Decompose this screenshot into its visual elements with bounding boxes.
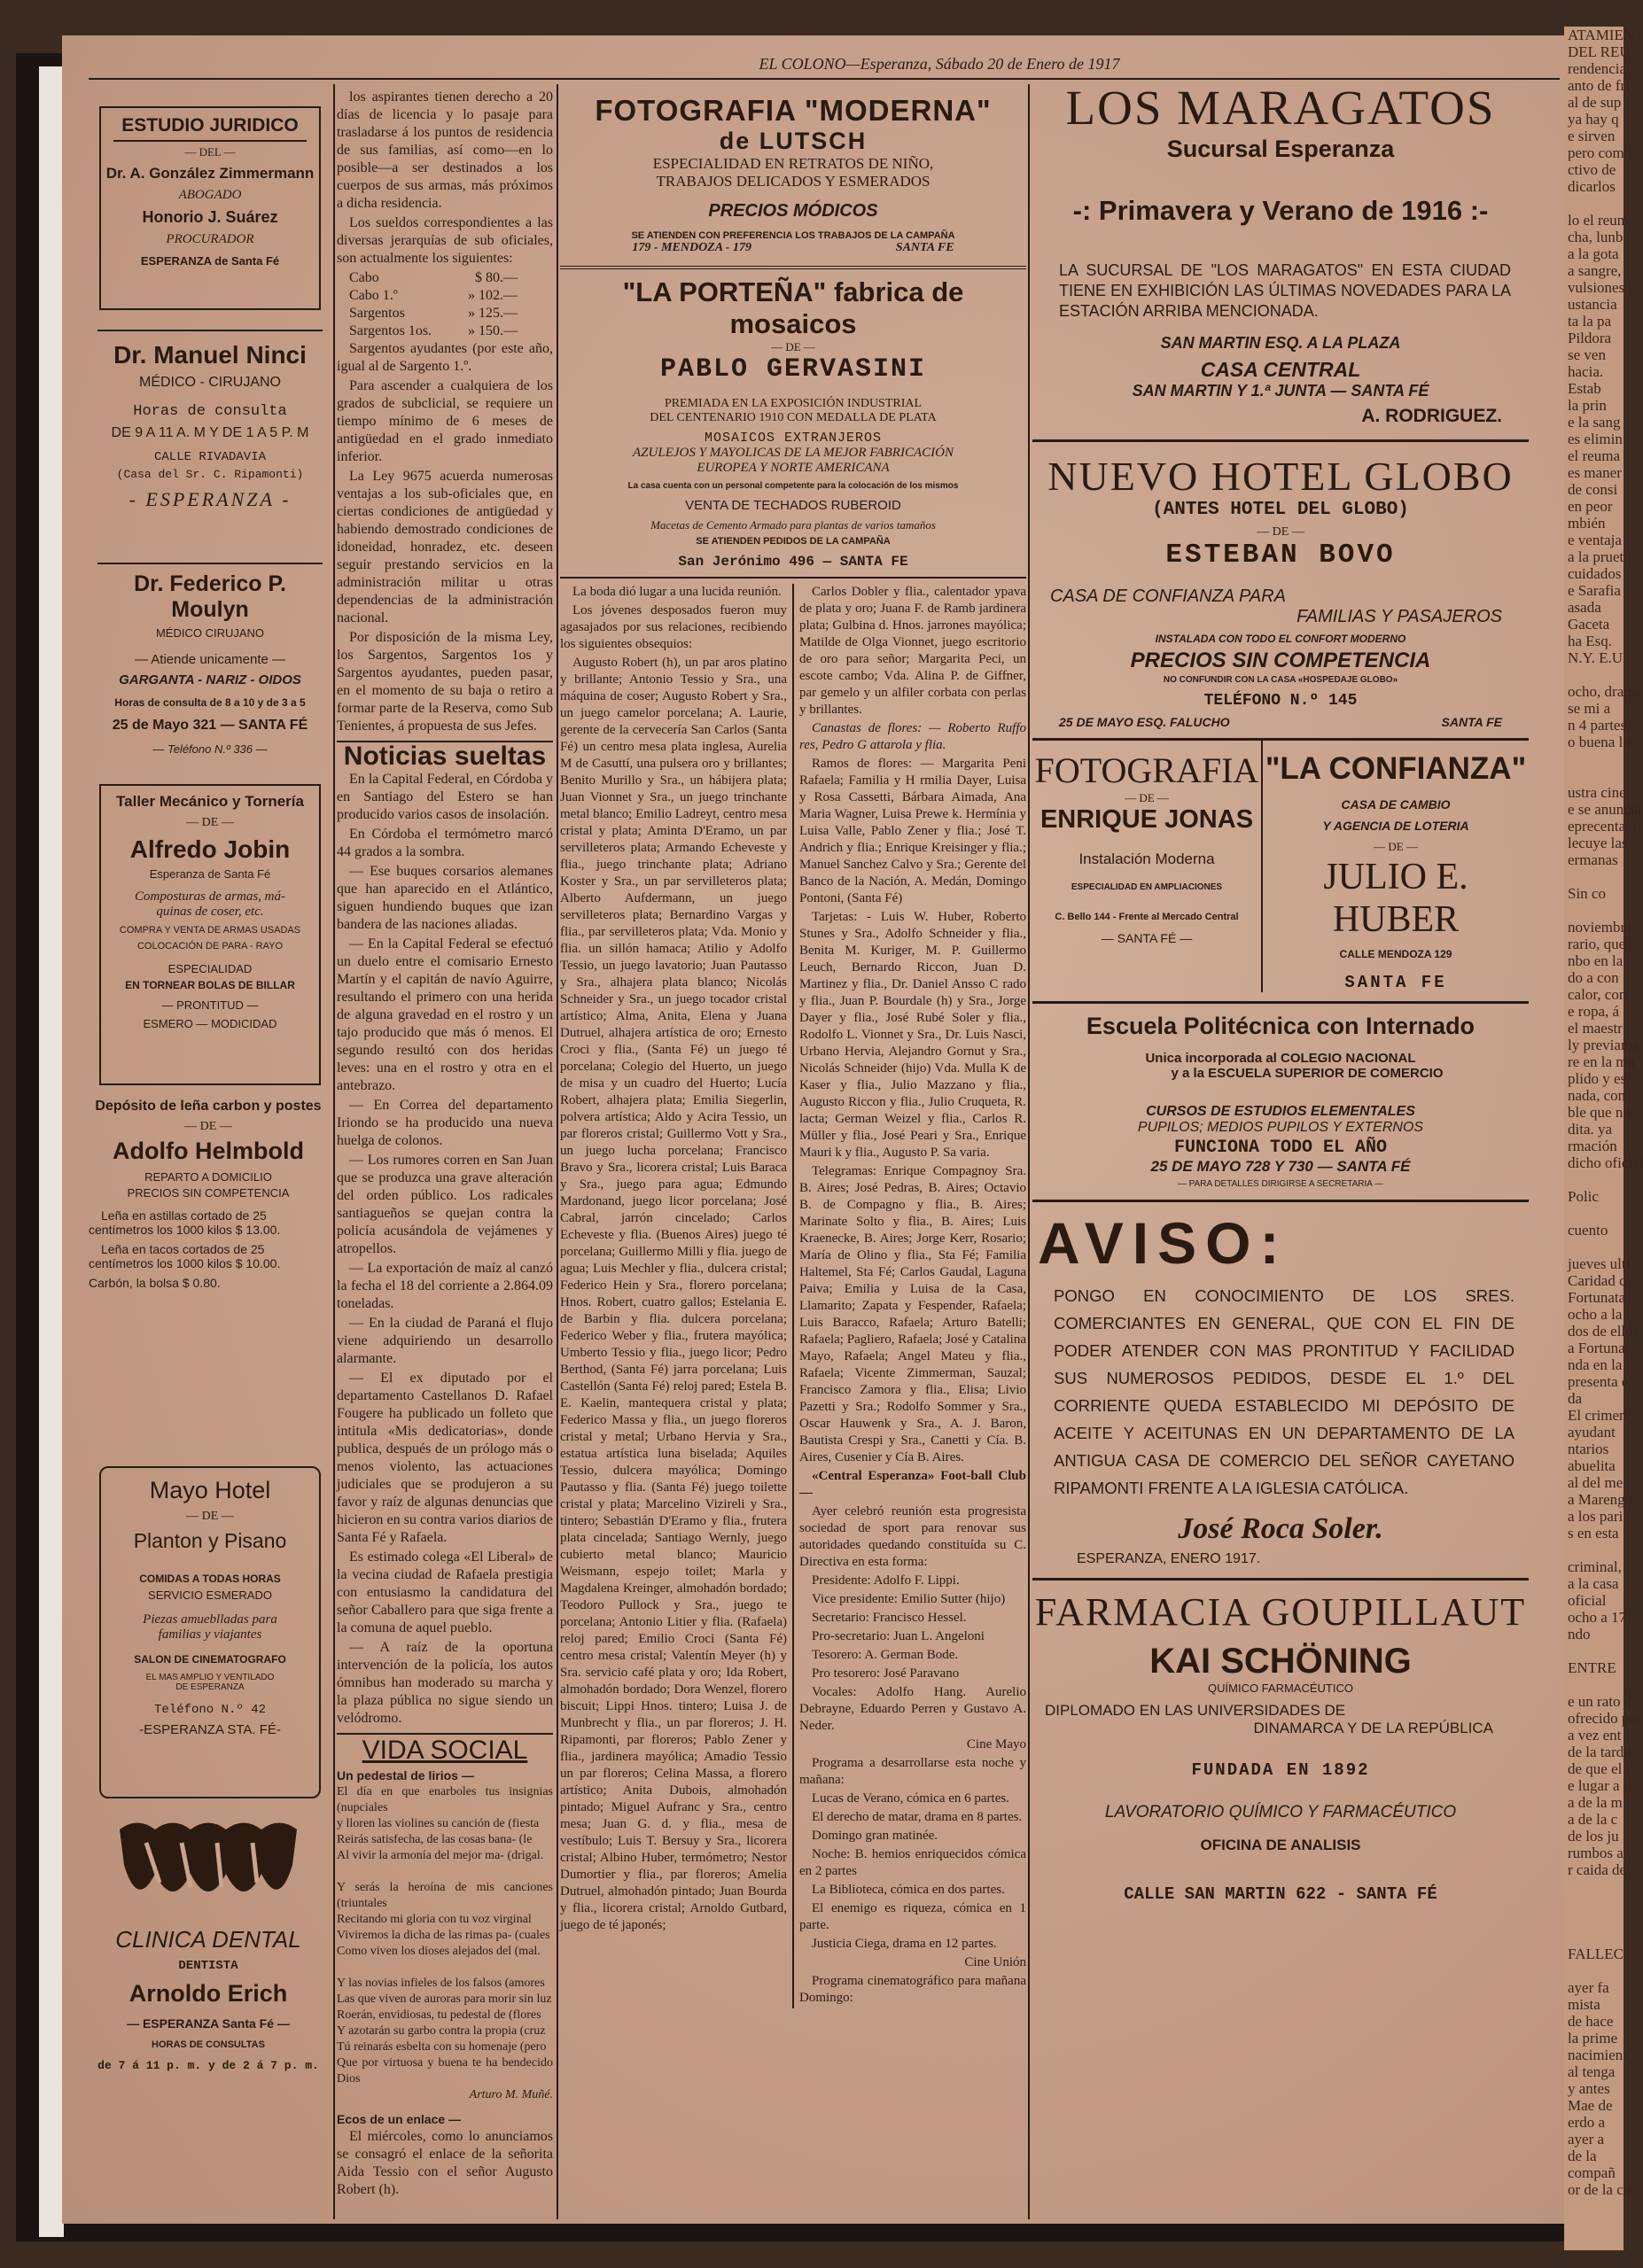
ad-line: EL MAS AMPLIO Y VENTILADO: [145, 1673, 275, 1682]
article-paragraph: Pro-secretario: Juan L. Angeloni: [812, 1629, 985, 1643]
salary-row: [349, 287, 518, 305]
ad-line: — DE —: [186, 1510, 234, 1523]
ad-line: GARGANTA - NARIZ - OIDOS: [119, 672, 301, 687]
article-paragraph: — A raíz de la oportuna intervención de la policía, los autos ómnibus han moderado su marcha y la plaza pública no sigue siendo un velódromo.: [337, 1640, 553, 1726]
ad-line: — DEL —: [184, 145, 236, 159]
poem-line: [337, 1960, 553, 1976]
ad-nuevo-hotel-globo: [1032, 453, 1529, 729]
ad-la-portena: [560, 276, 1026, 570]
ad-row: [560, 241, 1026, 255]
ad-line: MÉDICO - CIRUJANO: [139, 375, 281, 390]
article-paragraph: Tarjetas: - Luis W. Huber, Roberto Stunes y Sra., Adolfo Schneider y flia., Benita M. Kuriger, M. P. Guillermo Leuch, Bernardo Riccon, Juan D. Martinez y flia., Dr. Daniel Ansso C rado y flia., Juan P. Bourdale (h) y Sra., Jorge Dayer y flia., José Rubé Soler y flia., Rodolfo L. Vionnet y Sra., Dr. Luis Nasci, Urbano Hervia, Alejandro Gornut y Sra., Nicolás Schneider (hijo) Vda. Mulla K de Kaser y flia., Julio Mazzano y flia., Augusto Riccon y flia., Julio Cruqueta, R. lacta; German Weizel y flia., Carlos R. Müller y flia., José Peari y Sra., Enrique Mauri k y flia., Augusto P. Sa varia.: [799, 910, 1026, 1160]
ad-name: JULIO E. HUBER: [1323, 857, 1468, 940]
ad-line: -: Primavera y Verano de 1916 :-: [1072, 195, 1489, 226]
separator: [1032, 1200, 1529, 1202]
article-paragraph: Canastas de flores: — Roberto Ruffo res, Pedro G attarola y flia.: [799, 721, 1026, 752]
article-paragraph: La boda dió lugar a una lucida reunión.: [572, 585, 782, 599]
salary-amount: » 125.—: [468, 306, 518, 321]
ad-line: ESPERANZA de Santa Fé: [140, 254, 280, 268]
ad-line: SE ATIENDEN PEDIDOS DE LA CAMPAÑA: [696, 536, 891, 547]
ad-line: NO CONFUNDIR CON LA CASA «HOSPEDAJE GLOBO»: [1163, 675, 1398, 685]
article-paragraph: El miércoles, como lo anunciamos se consagró el enlace de la señorita Aida Tessio con el señor Augusto Robert (h).: [337, 2129, 553, 2197]
ad-line: MÉDICO CIRUJANO: [155, 626, 265, 640]
enlace-title: Ecos de un enlace —: [337, 2112, 462, 2126]
poem-line: Arturo M. Muñé.: [469, 2088, 553, 2101]
ad-line: — DE —: [1257, 525, 1304, 539]
article-paragraph: Vice presidente: Emilio Sutter (hijo): [812, 1592, 1006, 1606]
ad-line: REPARTO A DOMICILIO: [144, 1170, 272, 1184]
ad-line: DINAMARCA Y DE LA REPÚBLICA: [1253, 1720, 1493, 1736]
separator: [1032, 1001, 1529, 1004]
ad-line: Teléfono N.º 42: [153, 1703, 267, 1717]
poem-line: Las que viven de auroras para morir sin luz: [337, 1992, 552, 2006]
ad-ninci: [97, 341, 323, 511]
ad-line: ESPECIALIDAD: [167, 962, 253, 975]
ad-title: Mayo Hotel: [149, 1477, 271, 1503]
poem-line: Y serás la heroína de mis canciones (triuntales: [337, 1881, 553, 1910]
ad-line: CALLE RIVADAVIA: [153, 450, 267, 464]
article-paragraph: El derecho de matar, drama en 8 partes.: [812, 1810, 1023, 1824]
salary-row: [349, 305, 518, 322]
ad-line: centímetros los 1000 kilos $ 10.00.: [89, 1256, 281, 1270]
ad-title: NUEVO HOTEL GLOBO: [1047, 454, 1514, 499]
ad-title: FOTOGRAFIA "MODERNA": [595, 94, 992, 127]
column-rule: [557, 84, 558, 2219]
article-paragraph: Los sueldos correspondientes a las diversas jerarquías de sub oficiales, son actualmente los siguientes:: [337, 215, 553, 266]
ad-line: (ANTES HOTEL DEL GLOBO): [1152, 500, 1409, 520]
ad-line: La casa cuenta con un personal competente para la colocación de los mismos: [627, 481, 959, 491]
article-paragraph: En la Capital Federal, en Córdoba y en Santiago del Estero se han producido varios casos de insolación.: [337, 772, 553, 822]
ad-line: (Casa del Sr. C. Ripamonti): [116, 468, 304, 481]
ad-line: San Jerónimo 496 — SANTA FE: [678, 554, 908, 570]
ad-line: LAVORATORIO QUÍMICO Y FARMACÉUTICO: [1104, 1803, 1457, 1821]
poem-line: [337, 1864, 553, 1880]
article-paragraph: Noche: B. hemios enriquecidos cómica en 2 partes: [799, 1847, 1026, 1878]
article-paragraph: — Ese buques corsarios alemanes que han aparecido en el Atlántico, siguen hundiendo buques que izan bandera de las naciones aliadas.: [337, 864, 553, 932]
ad-line: Esperanza de Santa Fé: [149, 867, 271, 881]
teeth-ornament-icon: [111, 1812, 306, 1918]
poem-line: Recitando mi gloria con tu voz virginal: [337, 1913, 532, 1926]
ad-line: EUROPEA Y NORTE AMERICANA: [697, 461, 890, 475]
ad-la-confianza: [1263, 741, 1529, 992]
ad-escuela-politecnica: [1032, 1013, 1529, 1189]
ad-line: — DE —: [1125, 791, 1169, 804]
ad-line: familias y viajantes: [158, 1627, 262, 1642]
ad-line: A. RODRIGUEZ.: [1361, 406, 1502, 426]
article-paragraph: Lucas de Verano, cómica en 6 partes.: [812, 1791, 1009, 1806]
ad-line: CASA CENTRAL: [1200, 358, 1361, 381]
noticias-sueltas-title: Noticias sueltas: [343, 742, 547, 771]
article-paragraph: Programa a desarrollarse esta noche y mañana:: [799, 1756, 1026, 1787]
ad-line: SANTA FE: [1344, 973, 1447, 992]
ad-line: Leña en astillas cortado de 25: [101, 1208, 267, 1223]
ad-line: CALLE SAN MARTIN 622 - SANTA FÉ: [1124, 1884, 1437, 1904]
ad-line: DIPLOMADO EN LAS UNIVERSIDADES DE: [1045, 1702, 1346, 1719]
section-heading: «Central Esperanza» Foot-ball Club —: [799, 1469, 1026, 1500]
ad-signature: José Roca Soler.: [1178, 1512, 1383, 1545]
ad-line: CASA DE CONFIANZA PARA: [1050, 586, 1286, 606]
ad-line: — DE —: [1374, 840, 1418, 853]
ad-line: DENTISTA: [178, 1959, 238, 1973]
ad-line: SAN MARTIN ESQ. A LA PLAZA: [1160, 334, 1401, 352]
ad-name: Planton y Pisano: [133, 1529, 287, 1552]
ad-line: Leña en tacos cortados de 25: [101, 1242, 265, 1256]
ad-line: — PARA DETALLES DIRIGIRSE A SECRETARIA —: [1177, 1179, 1384, 1189]
article-paragraph: Secretario: Francisco Hessel.: [812, 1611, 967, 1625]
ad-name: ESTEBAN BOVO: [1165, 540, 1396, 571]
salary-row: [349, 269, 518, 287]
ad-line: — DE —: [186, 816, 234, 829]
ad-separator: [97, 330, 323, 331]
ad-name: Alfredo Jobin: [129, 835, 291, 863]
ad-line: PUPILOS; MEDIOS PUPILOS Y EXTERNOS: [1137, 1120, 1424, 1135]
article-paragraph: La Ley 9675 acuerda numerosas ventajas a los sub-oficiales que, en ciertas condiciones de antigüedad y habiendo demostrado condiciones de idoneidad, honradez, etc. deseen seguir prestando servicios en la administración militar u otras dependencias de la administración nacional.: [337, 469, 553, 625]
ad-row: [1032, 715, 1529, 729]
separator: [1032, 1578, 1529, 1581]
ad-line: — Atiende unicamente —: [134, 652, 286, 667]
ad-line: ESPECIALIDAD EN AMPLIACIONES: [1071, 882, 1223, 892]
poem-line: y lloren las violines su canción de (fiesta: [337, 1817, 540, 1830]
article-paragraph: Telegramas: Enrique Compagnoy Sra. B. Aires; José Pedras, B. Aires; Octavio B. de Compagno y flia., B. Aires; Marinate Solto y flia., B. Aires; Luis Kraenecke, B. Aires; Jorge Kerr, Rosario; María de Olino y flia., Sta Fé; Familia Haltemel, Sta Fé; Carlos Gaudal, Laguna Paiva; Emilia y Luisa de la Casa, Llamarito; Zapata y Fespender, Rafaela; Luis Baracco, Rafaela; Arturo Batelli; Rafaela; Pagliero, Rafaela; José y Catalina Mayo, Rafaela; Angel Mateu y flia., Rafaela; Vicente Zimmerman, Sauzal; Francisco Zamora y flia., Elisa; Livio Pazetti y Sra.; Rodolfo Sommer y Sra., Oscar Hauwenk y Sra., A. J. Baron, Bautista Crespi y Sra., Canetti y Cía. B. Aires, Cusenier y Cía B. Aires.: [799, 1164, 1026, 1464]
article-paragraph: Ayer celebró reunión esta progresista sociedad de sport para renovar sus autoridades quedando constituída su C. Directiva en esta forma:: [799, 1504, 1026, 1569]
ad-name: ENRIQUE JONAS: [1040, 805, 1254, 834]
ad-line: Piezas amueblladas para: [143, 1612, 277, 1627]
ad-line: -ESPERANZA STA. FÉ-: [139, 1722, 281, 1737]
ad-name: Dr. A. González Zimmermann: [105, 165, 315, 182]
ad-line: OFICINA DE ANALISIS: [1200, 1837, 1361, 1853]
article-paragraph: Es estimado colega «El Liberal» de la vecina ciudad de Rafaela prestigia con entusiasmo la candidatura del señor Caballero para que siga frente a la comuna de aquel pueblo.: [337, 1550, 553, 1635]
ad-line: SAN MARTIN Y 1.ª JUNTA — SANTA FÉ: [1132, 382, 1429, 400]
ad-line: QUÍMICO FARMACÉUTICO: [1208, 1682, 1353, 1695]
page-header: EL COLONO—Esperanza, Sábado 20 de Enero de 1917: [759, 55, 1120, 73]
ad-aviso: [1032, 1209, 1529, 1567]
ad-line: ABOGADO: [178, 188, 242, 202]
separator: [560, 266, 1026, 269]
ad-jobin: [99, 784, 321, 1085]
ad-farmacia-goupillaut: [1032, 1589, 1529, 1904]
ad-line: PROCURADOR: [166, 232, 254, 246]
ad-line: COMPRA Y VENTA DE ARMAS USADAS: [119, 925, 301, 936]
salary-rank: Cabo: [349, 270, 379, 285]
article-paragraph: El enemigo es riqueza, cómica en 1 parte.: [799, 1901, 1026, 1932]
ad-title: "LA PORTEÑA" fabrica de mosaicos: [622, 276, 964, 339]
ad-line: — DE —: [771, 340, 815, 353]
poem: [337, 1784, 553, 2103]
ad-helmbold: [89, 1099, 328, 1290]
ad-name: Honorio J. Suárez: [142, 208, 278, 226]
ad-name: Dr. Manuel Ninci: [113, 341, 307, 369]
column-rule: [1028, 84, 1030, 2219]
ad-enrique-jonas: [1032, 741, 1263, 992]
poem-line: Reirás satisfecha, de las cosas bana- (le: [337, 1833, 533, 1846]
ad-name: Arnoldo Erich: [128, 1980, 288, 2007]
boda-article: [560, 584, 1026, 2008]
news-column-3: [560, 89, 1026, 2215]
article-paragraph: Presidente: Adolfo F. Lippi.: [812, 1573, 960, 1588]
ad-line: COLOCACIÓN DE PARA - RAYO: [136, 941, 283, 951]
ad-line: SERVICIO ESMERADO: [148, 1588, 272, 1602]
poem-line: Viviremos la dicha de las rimas pa- (cuales: [337, 1929, 550, 1942]
ad-line: PRECIOS MÓDICOS: [708, 201, 878, 221]
ad-line: COMIDAS A TODAS HORAS: [139, 1573, 281, 1585]
ad-line: Unica incorporada al COLEGIO NACIONAL: [1145, 1051, 1416, 1066]
poem-line: Tú reinarás esbelta con su homenaje (pero: [337, 2040, 547, 2054]
ad-mayo-hotel: [99, 1466, 321, 1798]
poem-line: Como viven los dioses alejados del (mal.: [337, 1945, 541, 1958]
ad-line: quinas de coser, etc.: [156, 905, 264, 919]
ad-line: ESPECIALIDAD EN RETRATOS DE NIÑO,: [652, 155, 934, 172]
ad-line: Instalación Moderna: [1078, 850, 1215, 867]
poem-line: Que por virtuosa y buena te ha bendecido Dios: [337, 2056, 553, 2085]
salary-amount: » 150.—: [468, 323, 518, 338]
column-rule: [333, 84, 335, 2219]
ad-line: INSTALADA CON TODO EL CONFORT MODERNO: [1155, 633, 1406, 645]
ad-line: C. Bello 144 - Frente al Mercado Central: [1055, 912, 1239, 922]
boda-right-column: [799, 584, 1026, 2008]
article-paragraph: — Los rumores corren en San Juan que se produzca una grave alteración del orden público. Los radicales santiagueños se quejan contra la policía acusándola de vejámenes y atropellos.: [337, 1153, 553, 1256]
ad-title: LOS MARAGATOS: [1065, 81, 1496, 135]
salary-amount: $ 80.—: [475, 270, 518, 285]
ad-line: 25 de Mayo 321 — SANTA FÉ: [112, 718, 308, 733]
ad-line: SE ATIENDEN CON PREFERENCIA LOS TRABAJOS DE LA CAMPAÑA: [631, 230, 955, 241]
ad-line: 179 - MENDOZA - 179: [632, 241, 751, 254]
salary-table: [337, 269, 553, 340]
article-paragraph: Programa cinematográfico para mañana Domingo:: [799, 1974, 1026, 2005]
ad-line: Horas de consulta: [133, 403, 287, 420]
ad-title: Escuela Politécnica con Internado: [1086, 1013, 1476, 1039]
article-paragraph: Ramos de flores: — Margarita Peni Rafaela; Familia y H rmilia Dayer, Luisa y Rosa Cassetti, Bárbara Aimada, Ana Maria Wagner, Luisa Prewe k. Hermínia y Luisa Valle, Pablo Zener y flia.; José T. Andrich y flia.; Enrique Kreisinger y flia.; Manuel Sanchez Calvo y Sra.; Gerente del Banco de la Nación, A. Medán, Domingo Pontoni, (Santa Fé): [799, 757, 1026, 905]
ad-line: — ESPERANZA Santa Fé —: [127, 2016, 290, 2031]
ad-line: CURSOS DE ESTUDIOS ELEMENTALES: [1146, 1104, 1415, 1119]
separator: [337, 1733, 553, 1735]
article-paragraph: Augusto Robert (h), un par aros platino y brillante; Antonio Tessio y Sra., una máquina de coser; Augusto Robert y Sra., un juego camelor porcelana; A. Laurie, gerente de la cervecería San Carlos (Santa Fé) un centro mesa plata inglesa, Aurelia M de Casuttí, una pulsera oro y brillantes; Benito Murillo y Sra., un hábijera plata; Juan Vionnet y Sra., un juego trinchante metal blanco; Emilio Ladreyt, centro mesa cristal y plata; Aminta D'Eramo, un par servilleteros plata; Armando Echeveste y flia., juego trinchante plata; Adriano Koster y Sra., un par servilleteros plata; Alberto Aufdermann, un juego servilleteros plata; Bernardino Vargas y flia., par servilleteros plata; Vda. Monio y flia. un sillón hamaca; Atilio y Adolfo Tessio, un juego lavatorio; Juan Pautasso y Sra., alhajera plata blanco; Nicolás Schneider y Sra., un juego tocador cristal artístico; Alma, Anita, Elena y Juana Dutruel, alhajera artística de oro; Ernesto Croci y flia., (Santa Fé) un juego té porcelana; Colegio del Huerto, un juego de misa y un cuadro del Huerto; Lucía Robert, alhajera plata; Emilia Siegerlin, polvera artística; Aldo y Acira Tessio, un par floreros cristal; Guillermo Vott y Sra., un juego lucha porcelana; Francisco Bravo y Sra., licorera cristal; Luis Baraca y Sra., juego para agua; Edmundo Mardonand, juego licor porcelana; José Cabral, jarrón cincelado; Carlos Echeveste y flia. (Buenos Aires) juego té porcelana; Guillermo Milli y flia. juego de agua; Luis Mechler y flia., dulcera cristal; Federico Hein y Sra., florero porcelana; Hnos. Robert, cuatro gallos; Estelania E. de Barbin y flia. dulcera porcelana; Federico Weber y flia., frutera mayólica; Umberto Tessio y flia., juego licor; Pedro Berthod, (Santa Fé) jarra porcelana; Luis Castellón (Santa Fé) reloj pared; Estela B. E. Kaelin, mantequera cristal y plata; Federico Massa y flia., un juego floreros cristal y metal; Urbano Hervia y Sra., estatua artística luna biselada; Aquiles Tessio, dulcera mayólica; Domingo Pautasso y flia. (Santa Fé) juego toilette cristal y plata; Marcelino Vizireli y Sra., tintero; Sebastián D'Eramo y flia., frutera plata cincelada; Santiago Wernly, juego cubierto metal blanco; Mauricio Weismann, espejo toilet; Marla y Magdalena Kreinger, almohadón bordado; Teodoro Pullock y Sra., juego te porcelana; Antonio Litier y flia. (Rafaela) reloj pared; Emilio Croci (Santa Fé) centro mesa cristal; Valentín Meyer (h) y Sra. servicio café plata y oro; Ida Robert, almohadón bordado; Dora Wenzel, florero biscuit; Lippi Hnos. tintero; Luisa J. de Munbrecht y flia., un par floreros; J. H. Ripamonti, par floreros; Pablo Zener y flia., jardinera mayólica; Amadio Tessio un par floreros; Celina Massa, a florero artístico; Anita Dubois, almohadón pintado; Miguel Aufranc y Sra., centro mesa; Juan G. d. y flia., mesa de vestíbulo; Luis T. Bersuy y Sra., licorera cristal; Albino Huber, termómetro; Nestor Dumortier y flia., par floreros; Amelia Dutruel, almohadón pintado; Juan Bourda y flia., licorera cristal; Arnoldo Gutbard, juego de té japonés;: [560, 656, 787, 1932]
ad-line: CASA DE CAMBIO: [1341, 797, 1451, 812]
ad-title: Taller Mecánico y Tornería: [116, 793, 304, 810]
poem-line: El día en que enarboles tus insignias (nupciales: [337, 1785, 553, 1814]
ad-line: Macetas de Cemento Armado para plantas de varios tamaños: [650, 518, 936, 532]
ad-line: PRECIOS SIN COMPETENCIA: [127, 1186, 290, 1200]
ad-line: 25 DE MAYO ESQ. FALUCHO: [1059, 715, 1230, 729]
ad-clinica-dental: [89, 1812, 328, 2072]
ad-moulyn: [97, 571, 323, 756]
ad-line: ESPERANZA, ENERO 1917.: [1077, 1551, 1261, 1566]
ad-name: KAI SCHÖNING: [1149, 1642, 1412, 1681]
left-ads-column: [89, 89, 328, 2215]
poem-line: Y azotarán su garbo contra la propia (cruz: [337, 2024, 546, 2038]
ad-title: ESTUDIO JURIDICO: [113, 115, 307, 142]
ad-line: 25 DE MAYO 728 Y 730 — SANTA FÉ: [1150, 1158, 1411, 1175]
article-paragraph: Los jóvenes desposados fueron muy agasajados por sus relaciones, recibiendo los siguientes obsequios:: [560, 603, 787, 651]
ad-line: ESMERO — MODICIDAD: [143, 1017, 277, 1030]
article-paragraph: Tesorero: A. German Bode.: [812, 1648, 959, 1662]
article-paragraph: — En la Capital Federal se efectuó un duelo entre el comisario Ernesto Martín y el capitán de navío Aguirre, resultando el primero con una herida de alguna gravedad en el rostro y un tajo producido que más ó menos. El segundo resultó con dos heridas leves: una en el rostro y otra en el antebrazo.: [337, 936, 553, 1093]
ad-title: "LA CONFIANZA": [1265, 751, 1527, 786]
ad-line: PRECIOS SIN COMPETENCIA: [1130, 649, 1431, 672]
ad-line: FUNCIONA TODO EL AÑO: [1173, 1138, 1388, 1158]
ad-line: DE ESPERANZA: [175, 1682, 245, 1692]
ad-line: Composturas de armas, má-: [134, 889, 285, 904]
ad-line: VENTA DE TECHADOS RUBEROID: [685, 498, 901, 513]
ad-line: Y AGENCIA DE LOTERIA: [1322, 819, 1469, 833]
article-paragraph: Domingo gran matinée.: [812, 1829, 938, 1843]
poem-line: Y las novias infieles de los falsos (amores: [337, 1977, 545, 1990]
ad-line: — Teléfono N.º 336 —: [152, 742, 268, 756]
ad-line: TRABAJOS DELICADOS Y ESMERADOS: [656, 173, 931, 190]
ad-name: PABLO GERVASINI: [659, 354, 927, 384]
ad-line: AZULEJOS Y MAYOLICAS DE LA MEJOR FABRICACIÓN: [633, 446, 954, 460]
ad-row-jonas-confianza: [1032, 741, 1529, 992]
poem-title: Un pedestal de lirios —: [337, 1768, 474, 1783]
ad-line: SANTA FE: [1441, 715, 1502, 729]
article-paragraph: Para ascender a cualquiera de los grados de subclicial, se requiere un tiempo mínimo de 6 meses de antigüedad en el grado inmediato inferior.: [337, 378, 553, 464]
article-paragraph: Sargentos ayudantes (por este año, igual al de Sargento 1.º.: [337, 341, 553, 374]
ad-line: y a la ESCUELA SUPERIOR DE COMERCIO: [1171, 1066, 1444, 1081]
salary-amount: » 102.—: [468, 288, 518, 303]
article-paragraph: — El ex diputado por el departamento Castellanos D. Rafael Fougere ha publicado un folleto que intitula «Mis dedicatorias», donde publica, después de un prólogo más o menos violento, las actuaciones judiciales que se produjeron a su favor y raíz de algunas denuncias que hicieron en su contra varios diarios de Santa Fé y Rafaela.: [337, 1371, 553, 1545]
ad-separator: [97, 563, 323, 564]
ad-line: centímetros los 1000 kilos $ 13.00.: [89, 1223, 281, 1237]
article-paragraph: — En Correa del departamento Iriondo se ha producido una nueva huelga de colonos.: [337, 1098, 553, 1148]
article-paragraph: — En la ciudad de Paraná el flujo viene adquiriendo un desarrollo alarmante.: [337, 1316, 553, 1366]
salary-rank: Sargentos 1os.: [349, 323, 432, 338]
poem-line: Roerán, envidiosas, tu pedestal de (flores: [337, 2008, 541, 2022]
ad-los-maragatos: [1032, 80, 1529, 427]
article-paragraph: los aspirantes tienen derecho a 20 días de licencia y lo pasaje para trasladarse á los puntos de residencia de sus familias, así como—en lo posible—a ser destinados a los cuerpos de sus armas, más próximos a dicha residencia.: [337, 89, 553, 211]
ad-line: PREMIADA EN LA EXPOSICIÓN INDUSTRIAL: [664, 397, 923, 410]
article-paragraph: Por disposición de la misma Ley, los Sargentos, Sargentos 1os y Sargentos ayudantes, pueden pasar, en el momento de su baja o retiro a formar parte de la Reserva, como Sub Tenientes, á propuesta de sus Jefes.: [337, 630, 553, 734]
poem-line: Al vivir la armonía del mejor ma- (drigal.: [337, 1849, 544, 1862]
separator: [560, 577, 1026, 579]
ad-line: SALON DE CINEMATOGRAFO: [134, 1653, 286, 1666]
ad-estudio-juridico: [99, 106, 321, 310]
news-column-2: [337, 89, 553, 2215]
ad-line: CALLE MENDOZA 129: [1339, 948, 1452, 960]
ad-line: Sucursal Esperanza: [1166, 136, 1395, 162]
ad-line: — SANTA FÉ —: [1101, 931, 1193, 945]
right-ads-column: [1032, 80, 1529, 2224]
article-paragraph: Carlos Dobler y flia., calentador ypava de plata y oro; Juana F. de Ramb jardinera plata; Gulbina d. Hnos. jarrones mayólica; Matilde de Olga Vionnet, juego escritorio de oro para señor; Margarita Peci, un escote cambo; Vda. Alina P. de Giffner, par gemelo y un alfiler corbata con perlas y brillantes.: [799, 585, 1026, 717]
article-paragraph: Vocales: Adolfo Hang. Aurelio Debrayne, Eduardo Perren y Gustavo A. Neder.: [799, 1685, 1026, 1733]
ad-line: MOSAICOS EXTRANJEROS: [704, 431, 883, 446]
ad-line: TELÉFONO N.º 145: [1203, 692, 1358, 710]
vida-social-title: VIDA SOCIAL: [362, 1736, 528, 1765]
page-edge: [39, 66, 64, 2237]
ad-name: Dr. Federico P. Moulyn: [134, 571, 286, 622]
ad-line: EN TORNEAR BOLAS DE BILLAR: [125, 979, 295, 991]
ad-line: DEL CENTENARIO 1910 CON MEDALLA DE PLATA: [650, 411, 937, 424]
ad-line: de 7 á 11 p. m. y de 2 á 7 p. m.: [97, 2059, 319, 2072]
ad-title: CLINICA DENTAL: [115, 1926, 301, 1953]
ad-title: AVISO:: [1038, 1210, 1289, 1276]
ad-name: Adolfo Helmbold: [113, 1138, 304, 1164]
ad-line: SANTA FE: [895, 241, 954, 254]
ad-line: Horas de consulta de 8 a 10 y de 3 a 5: [114, 696, 306, 709]
ad-line: DE 9 A 11 A. M Y DE 1 A 5 P. M: [111, 425, 309, 440]
separator: [1032, 439, 1529, 442]
boda-left-column: [560, 584, 787, 2008]
ad-line: FUNDADA EN 1892: [1191, 1760, 1370, 1780]
ad-title: FOTOGRAFIA: [1034, 750, 1259, 790]
next-page-edge: ATAMIEN DEL REU rendencia anto de fri al de sup ya hay q e sirven pero com ctivo de dicarlos lo el reum cha, lunb a la gota a sangre, vulsiones ustancia ta la pa Pildora se ven hacia. Estab la prin e la sang es elimin el reuma es maner de consi en peor mbién e ventaja a la pruet cuidados e Sarafia asada Gaceta ha Esq. N.Y. E.U ocho, drama se mi a n 4 partes. o buena lec ustra cine e se anuncia eprecentaci lecuye las ermanas Sin co noviembre rario, que nbo en la do a con calor, con e ropa, á el maestr ly previame re en la ma plido y es nada, con ble que na dita. ya rmación dicho oficial Polic cuento jueves ulti Caridad c Fortunata ocho a la dos de ellos a Fortunat nda en la presenta e da El crimen ayudant ntarios abuelita al del me a Marengo a los pari s en esta criminal, a la casa oficial ocho a 17 ndo ENTRE e un rato d ofrecido por a vez ent de la tarde de que el j e lugar a d a de la m a de la c de los ju rumbos a r caida de FALLEC ayer fa mista de hace la prime nacimient al tenga y antes Mae de erdo a ayer a de la compañ or de la ca: [1564, 27, 1624, 2250]
article-paragraph: En Córdoba el termómetro marcó 44 grados a la sombra.: [337, 827, 553, 859]
ad-body: LA SUCURSAL DE "LOS MARAGATOS" EN ESTA CIUDAD TIENE EN EXHIBICIÓN LAS ÚLTIMAS NOVEDADES PARA LA ESTACIÓN ARRIBA MENCIONADA.: [1059, 261, 1511, 320]
article-paragraph: Justicia Ciega, drama en 12 partes.: [812, 1937, 997, 1951]
column-rule: [792, 584, 794, 2008]
section-heading: Cine Unión: [964, 1955, 1026, 1969]
section-heading: Cine Mayo: [966, 1737, 1026, 1751]
article-paragraph: La Biblioteca, cómica en dos partes.: [812, 1883, 1005, 1897]
salary-rank: Cabo 1.º: [349, 288, 398, 303]
ad-body: PONGO EN CONOCIMIENTO DE LOS SRES. COMERCIANTES EN GENERAL, QUE CON EL FIN DE PODER ATENDER CON MAS PRONTITUD Y FACILIDAD SUS NUMEROSOS PEDIDOS, DESDE EL 1.º DEL CORRIENTE QUEDA ESTABLECIDO MI DEPÓSITO DE ACEITE Y ACEITUNAS EN UN DEPARTAMENTO DE LA ANTIGUA CASA DE COMERCIO DEL SEÑOR CAYETANO RIPAMONTI FRENTE A LA IGLESIA CATÓLICA.: [1054, 1286, 1515, 1497]
ad-line: HORAS DE CONSULTAS: [152, 2039, 265, 2050]
ad-line: — PRONTITUD —: [161, 998, 259, 1012]
ad-line: — DE —: [184, 1120, 232, 1133]
article-paragraph: Pro tesorero: José Paravano: [812, 1666, 960, 1681]
salary-row: [349, 322, 518, 340]
salary-rank: Sargentos: [349, 306, 405, 321]
ad-title: FARMACIA GOUPILLAUT: [1034, 1590, 1527, 1634]
ad-title: Depósito de leña carbon y postes: [95, 1099, 322, 1114]
article-paragraph: — La exportación de maíz al canzó la fecha el 18 del corriente a 2.864.09 toneladas.: [337, 1261, 553, 1311]
ad-name: de LUTSCH: [719, 128, 868, 154]
ad-line: FAMILIAS Y PASAJEROS: [1296, 607, 1502, 626]
ad-fotografia-moderna: [560, 89, 1026, 255]
ad-line: Carbón, la bolsa $ 0.80.: [89, 1276, 221, 1290]
ad-line: - ESPERANZA -: [128, 488, 292, 510]
